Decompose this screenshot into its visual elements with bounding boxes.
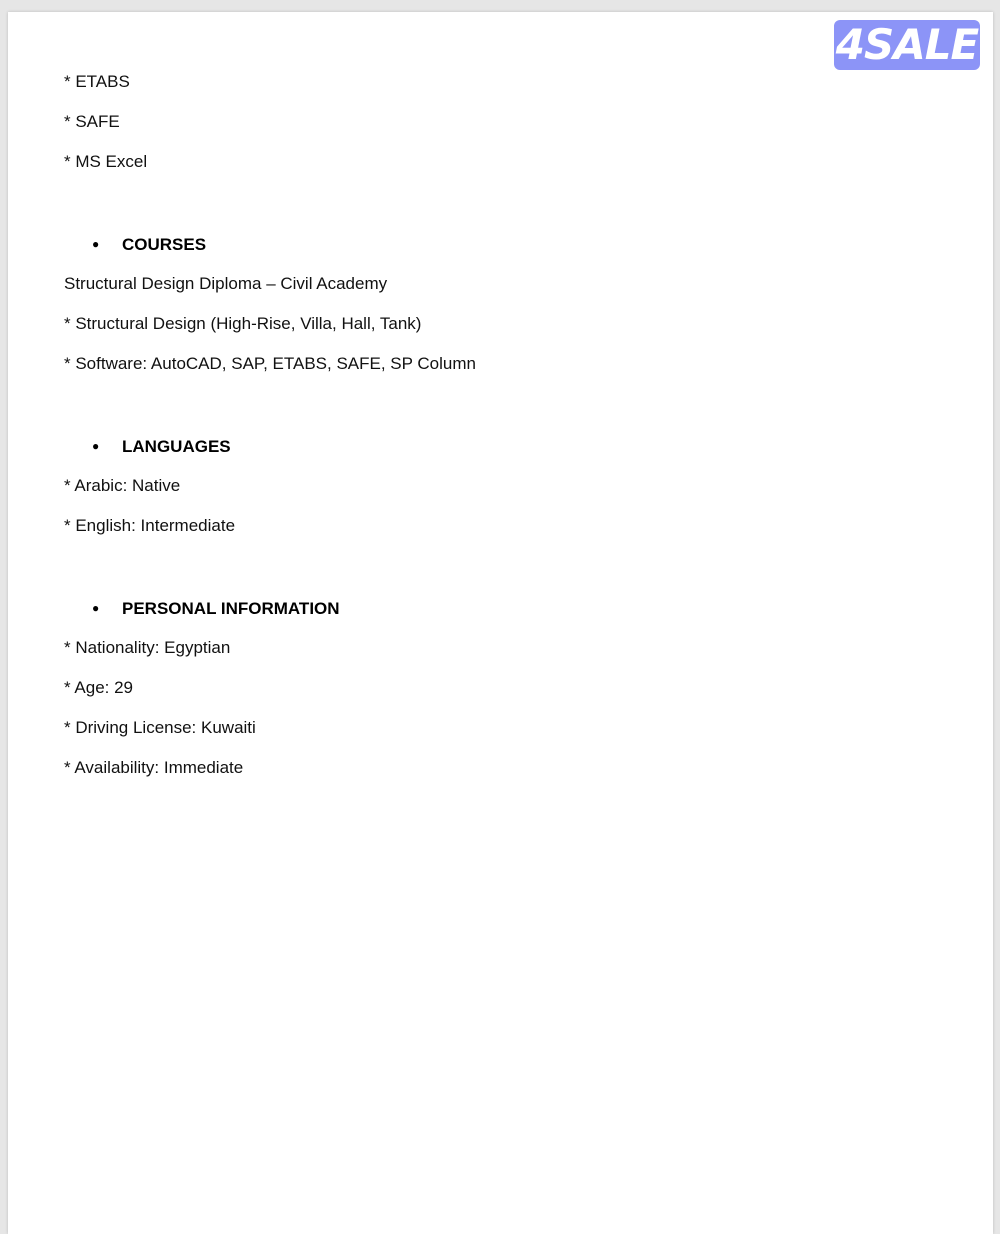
watermark-logo [834, 20, 980, 70]
bullet-icon: ● [92, 439, 100, 453]
software-item-etabs: * ETABS [64, 72, 130, 91]
courses-line-diploma: Structural Design Diploma – Civil Academy [64, 274, 388, 293]
software-item-safe: * SAFE [64, 112, 120, 131]
personal-driving-license: * Driving License: Kuwaiti [64, 718, 256, 737]
languages-heading [92, 436, 231, 457]
personal-age: * Age: 29 [64, 678, 134, 697]
courses-heading [92, 234, 206, 255]
courses-line-structural-design: * Structural Design (High-Rise, Villa, Hall, Tank) [64, 314, 422, 333]
language-english: * English: Intermediate [64, 516, 236, 535]
personal-availability: * Availability: Immediate [64, 758, 244, 777]
courses-title: COURSES [122, 235, 207, 254]
software-item-ms-excel: * MS Excel [64, 152, 148, 171]
watermark-text: 4SALE [835, 20, 979, 69]
personal-info-heading [92, 598, 340, 619]
courses-line-software: * Software: AutoCAD, SAP, ETABS, SAFE, SP Column [64, 354, 476, 373]
document-page [8, 12, 993, 1234]
personal-info-title: PERSONAL INFORMATION [122, 599, 340, 618]
language-arabic: * Arabic: Native [64, 476, 181, 495]
bullet-icon: ● [92, 601, 100, 615]
languages-title: LANGUAGES [122, 437, 231, 456]
bullet-icon: ● [92, 237, 100, 251]
personal-nationality: * Nationality: Egyptian [64, 638, 231, 657]
